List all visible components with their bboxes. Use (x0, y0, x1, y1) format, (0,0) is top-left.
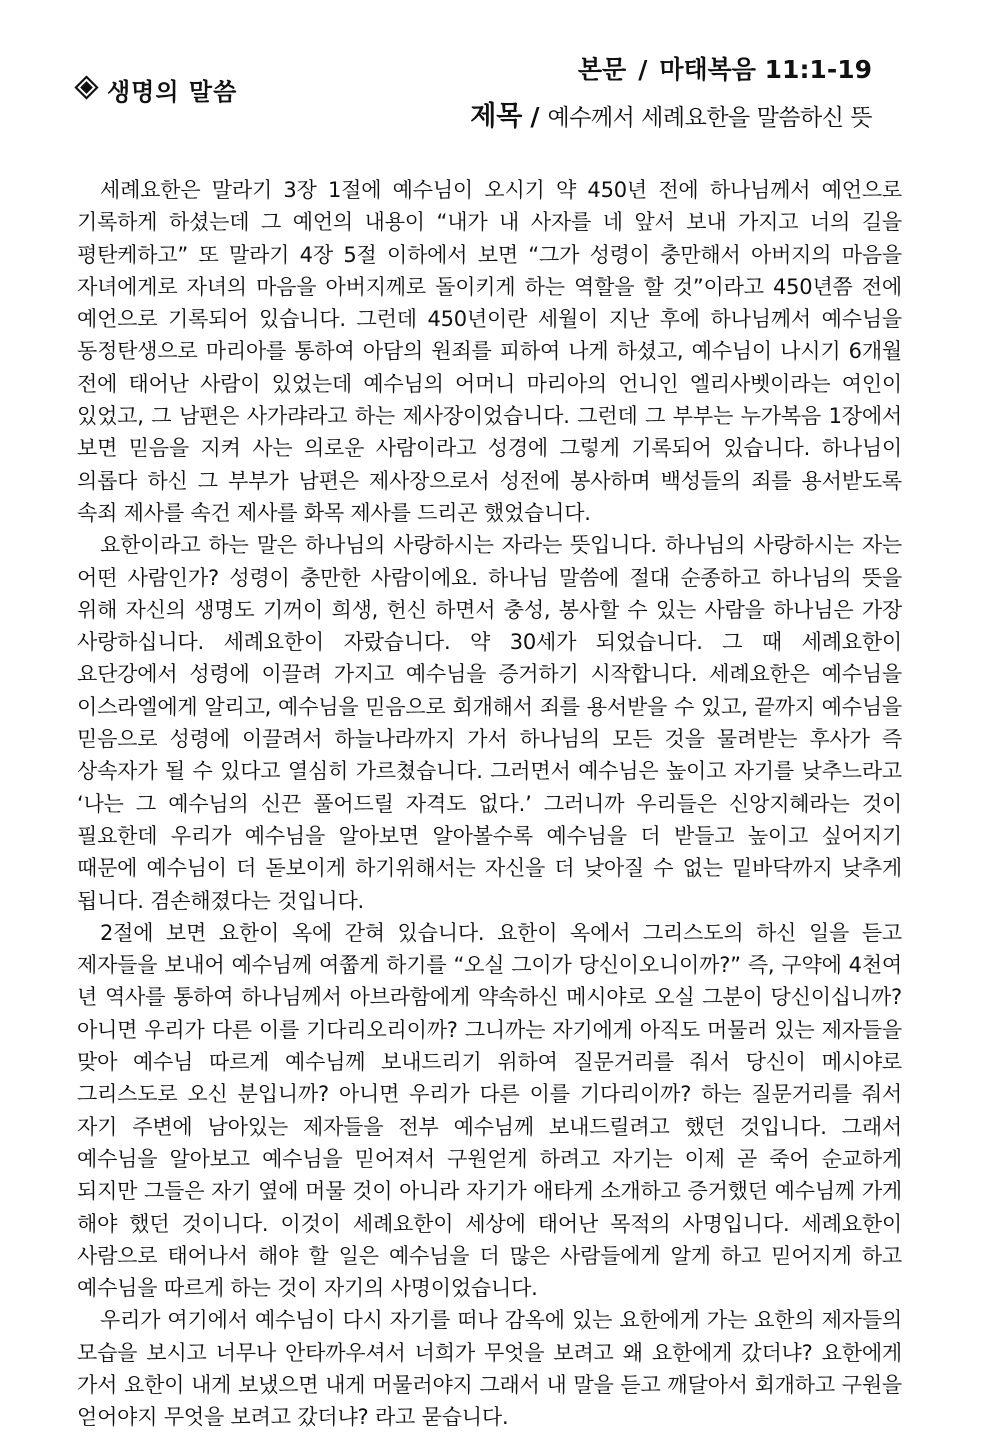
scripture-reference (578, 50, 872, 86)
title-text: 예수께서 세례요한을 말씀하신 뜻 (547, 105, 872, 131)
sermon-title (470, 94, 872, 133)
sermon-body (77, 174, 902, 1434)
title-separator: / (530, 102, 540, 131)
paragraph: 2절에 보면 요한이 옥에 갇혀 있습니다. 요한이 옥에서 그리스도의 하신 일을 듣고 제자들을 보내어 예수님께 여쭙게 하기를 “오실 그이가 당신이오니이까?” 즉, 구약에 4천여 년 역사를 통하여 하나님께서 아브라함에게 약속하신 메시야로 오실 그분이 당신이십니까? 아니면 우리가 다른 이를 기다리오리이까? 그니까는 자기에게 아직도 머물러 있는 제자들을 맞아 예수님 따르게 예수님께 보내드리기 위하여 질문거리를 줘서 당신이 메시야로 그리스도로 오신 분입니까? 아니면 우리가 다른 이를 기다리이까? 하는 질문거리를 줘서 자기 주변에 남아있는 제자들을 전부 예수님께 보내드릴려고 했던 것입니다. 그래서 예수님을 알아보고 예수님을 믿어져서 구원얻게 하려고 자기는 이제 곧 죽어 순교하게 되지만 그들은 자기 옆에 머물 것이 아니라 자기가 애타게 소개하고 증거했던 예수님께 가게 해야 했던 것이니다. 이것이 세례요한이 세상에 태어난 목적의 사명입니다. 세례요한이 사람으로 태어나서 해야 할 일은 예수님을 더 많은 사람들에게 알게 하고 믿어지게 하고 예수님을 따르게 하는 것이 자기의 사명이었습니다. (77, 920, 902, 1301)
reference-text: 마태복음 11:1-19 (659, 55, 872, 84)
diamond-bullet-icon (74, 75, 98, 99)
title-label: 제목 (470, 101, 523, 132)
paragraph: 요한이라고 하는 말은 하나님의 사랑하시는 자라는 뜻입니다. 하나님의 사랑하시는 자는 어떤 사람인가? 성령이 충만한 사람이에요. 하나님 말씀에 절대 순종하고 하나님의 뜻을 위해 자신의 생명도 기꺼이 희생, 헌신 하면서 충성, 봉사할 수 있는 사람을 하나님은 가장 사랑하십니다. 세례요한이 자랐습니다. 약 30세가 되었습니다. 그 때 세례요한이 요단강에서 성령에 이끌려 가지고 예수님을 증거하기 시작합니다. 세례요한은 예수님을 이스라엘에게 알리고, 예수님을 믿음으로 회개해서 죄를 용서받을 수 있고, 끝까지 예수님을 믿음으로 성령에 이끌려서 하늘나라까지 가서 하나님의 모든 것을 물려받는 후사가 즉 상속자가 될 수 있다고 열심히 가르쳤습니다. 그러면서 예수님은 높이고 자기를 낮추느라고 ‘나는 그 예수님의 신끈 풀어드릴 자격도 없다.’ 그러니까 우리들은 신앙지혜라는 것이 필요한데 우리가 예수님을 알아보면 알아볼수록 예수님을 더 받들고 높이고 싶어지기 때문에 예수님이 더 돋보이게 하기위해서는 자신을 더 낮아질 수 없는 밑바닥까지 낮추게 됩니다. 겸손해졌다는 것입니다. (77, 533, 902, 913)
section-label (78, 72, 237, 107)
section-label-text: 생명의 말씀 (107, 78, 238, 106)
paragraph: 세례요한은 말라기 3장 1절에 예수님이 오시기 약 450년 전에 하나님께서 예언으로 기록하게 하셨는데 그 예언의 내용이 “내가 내 사자를 네 앞서 보내 가지고 너의 길을 평탄케하고” 또 말라기 4장 5절 이하에서 보면 “그가 성령이 충만해서 아버지의 마음을 자녀에게로 자녀의 마음을 아버지께로 돌이키게 하는 역할을 할 것”이라고 450년쯤 전에 예언으로 기록되어 있습니다. 그런데 450년이란 세월이 지난 후에 하나님께서 예수님을 동정탄생으로 마리아를 통하여 아담의 원죄를 피하여 나게 하셨고, 예수님이 나시기 6개월 전에 태어난 사람이 있었는데 예수님의 어머니 마리아의 언니인 엘리사벳이라는 여인이 있었고, 그 남편은 사가랴라고 하는 제사장이었습니다. 그런데 그 부부는 누가복음 1장에서 보면 믿음을 지켜 사는 의로운 사람이라고 성경에 그렇게 기록되어 있습니다. 하나님이 의롭다 하신 그 부부가 남편은 제사장으로서 성전에 봉사하며 백성들의 죄를 용서받도록 속죄 제사를 속건 제사를 화목 제사를 드리곤 했었습니다. (77, 178, 902, 525)
reference-separator: / (638, 55, 648, 84)
reference-label: 본문 (577, 55, 627, 84)
paragraph: 우리가 여기에서 예수님이 다시 자기를 떠나 감옥에 있는 요한에게 가는 요한의 제자들의 모습을 보시고 너무나 안타까우셔서 너희가 무엇을 보려고 왜 요한에게 갔더냐? 요한에게 가서 요한이 내게 보냈으면 내게 머물러야지 그래서 내 말을 듣고 깨달아서 회개하고 구원을 얻어야지 무엇을 보려고 갔더냐? 라고 묻습니다. (77, 1308, 902, 1430)
